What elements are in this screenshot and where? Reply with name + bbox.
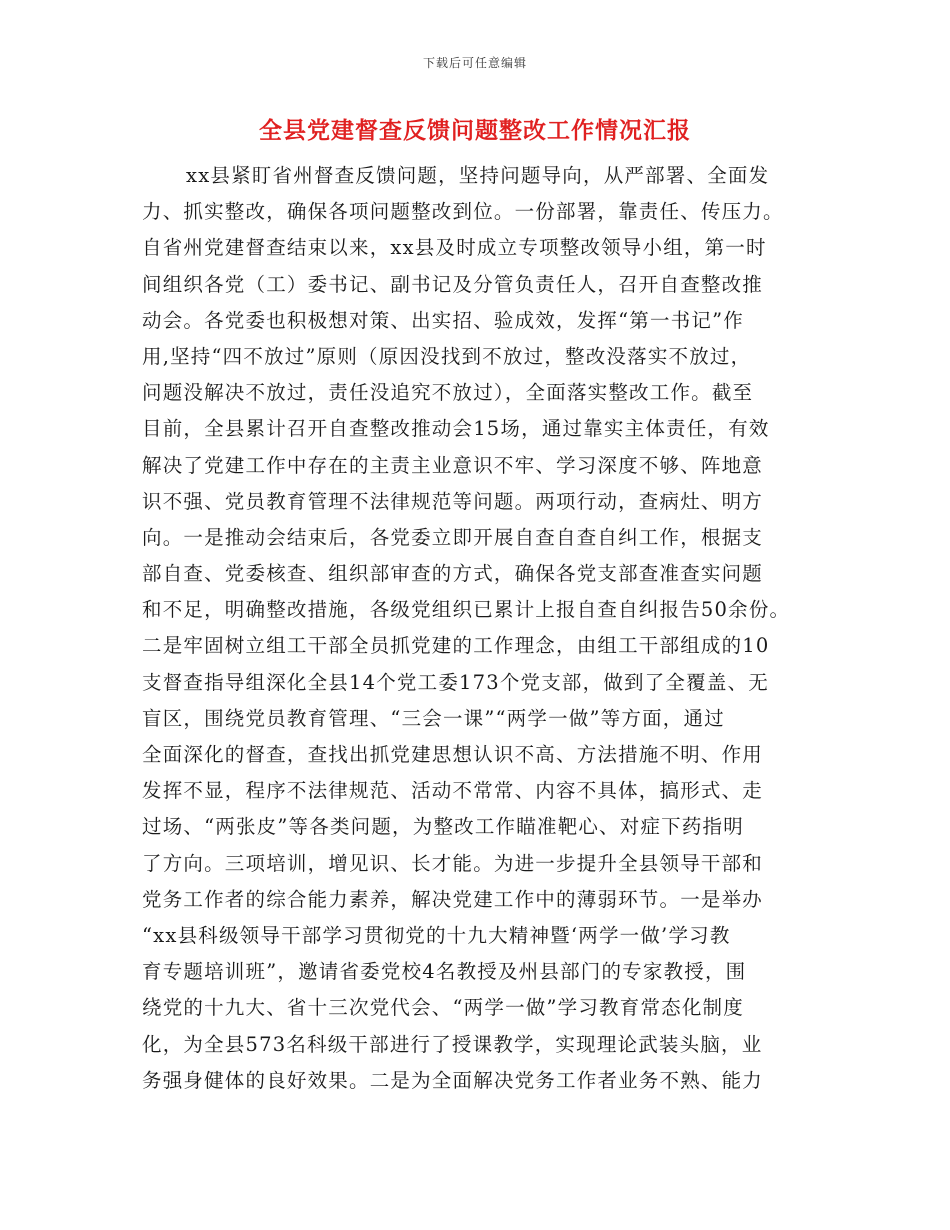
body-line: 全面深化的督查，查找出抓党建思想认识不高、方法措施不明、作用 [142, 743, 764, 766]
body-line: 和不足，明确整改措施，各级党组织已累计上报自查自纠报告50余份。 [142, 598, 791, 622]
body-line: 问题没解决不放过，责任没追究不放过），全面落实整改工作。截至 [142, 381, 754, 405]
body-line: 发挥不显，程序不法律规范、活动不常常、内容不具体，搞形式、走 [142, 779, 764, 803]
body-line: 识不强、党员教育管理不法律规范等问题。两项行动，查病灶、明方 [142, 489, 764, 513]
body-line: 动会。各党委也积极想对策、出实招、验成效，发挥“第一书记”作 [142, 308, 744, 332]
body-line: 绕党的十九大、省十三次党代会、“两学一做”学习教育常态化制度 [142, 996, 744, 1020]
body-line: 盲区，围绕党员教育管理、“三会一课”“两学一做”等方面，通过 [142, 706, 725, 730]
body-line: 力、抓实整改，确保各项问题整改到位。一份部署，靠责任、传压力。 [142, 200, 784, 224]
body-line: 目前，全县累计召开自查整改推动会15场，通过靠实主体责任，有效 [142, 417, 770, 441]
document-title: 全县党建督查反馈问题整改工作情况汇报 [259, 117, 691, 144]
body-line: 向。一是推动会结束后，各党委立即开展自查自查自纠工作，根据支 [142, 525, 764, 549]
header-note: 下载后可任意编辑 [422, 56, 527, 70]
body-line: 自省州党建督查结束以来，xx县及时成立专项整改领导小组，第一时 [142, 236, 767, 260]
body-line: 用,坚持“四不放过”原则（原因没找到不放过，整改没落实不放过， [142, 344, 752, 368]
body-line: 育专题培训班”，邀请省委党校4名教授及州县部门的专家教授，围 [142, 960, 747, 984]
body-line: 务强身健体的良好效果。二是为全面解决党务工作者业务不熟、能力 [142, 1068, 764, 1092]
body-line: 间组织各党（工）委书记、副书记及分管负责任人，召开自查整改推 [142, 272, 764, 296]
body-line: “xx县科级领导干部学习贯彻党的十九大精神暨‘两学一做’学习教 [142, 923, 731, 947]
body-line: 支督查指导组深化全县14个党工委173个党支部，做到了全覆盖、无 [142, 670, 769, 694]
body-line: xx县紧盯省州督查反馈问题，坚持问题导向，从严部署、全面发 [186, 164, 770, 187]
body-line: 解决了党建工作中存在的主责主业意识不牢、学习深度不够、阵地意 [142, 453, 764, 477]
body-line: 了方向。三项培训，增见识、长才能。为进一步提升全县领导干部和 [142, 851, 764, 875]
body-line: 部自查、党委核查、组织部审查的方式，确保各党支部查准查实问题 [142, 562, 764, 586]
body-line: 化，为全县573名科级干部进行了授课教学，实现理论武装头脑，业 [142, 1032, 763, 1056]
body-line: 过场、“两张皮”等各类问题，为整改工作瞄准靶心、对症下药指明 [142, 815, 744, 839]
document-body [142, 158, 822, 1099]
body-line: 党务工作者的综合能力素养，解决党建工作中的薄弱环节。一是举办 [142, 887, 764, 911]
body-line: 二是牢固树立组工干部全员抓党建的工作理念，由组工干部组成的10 [142, 634, 770, 658]
